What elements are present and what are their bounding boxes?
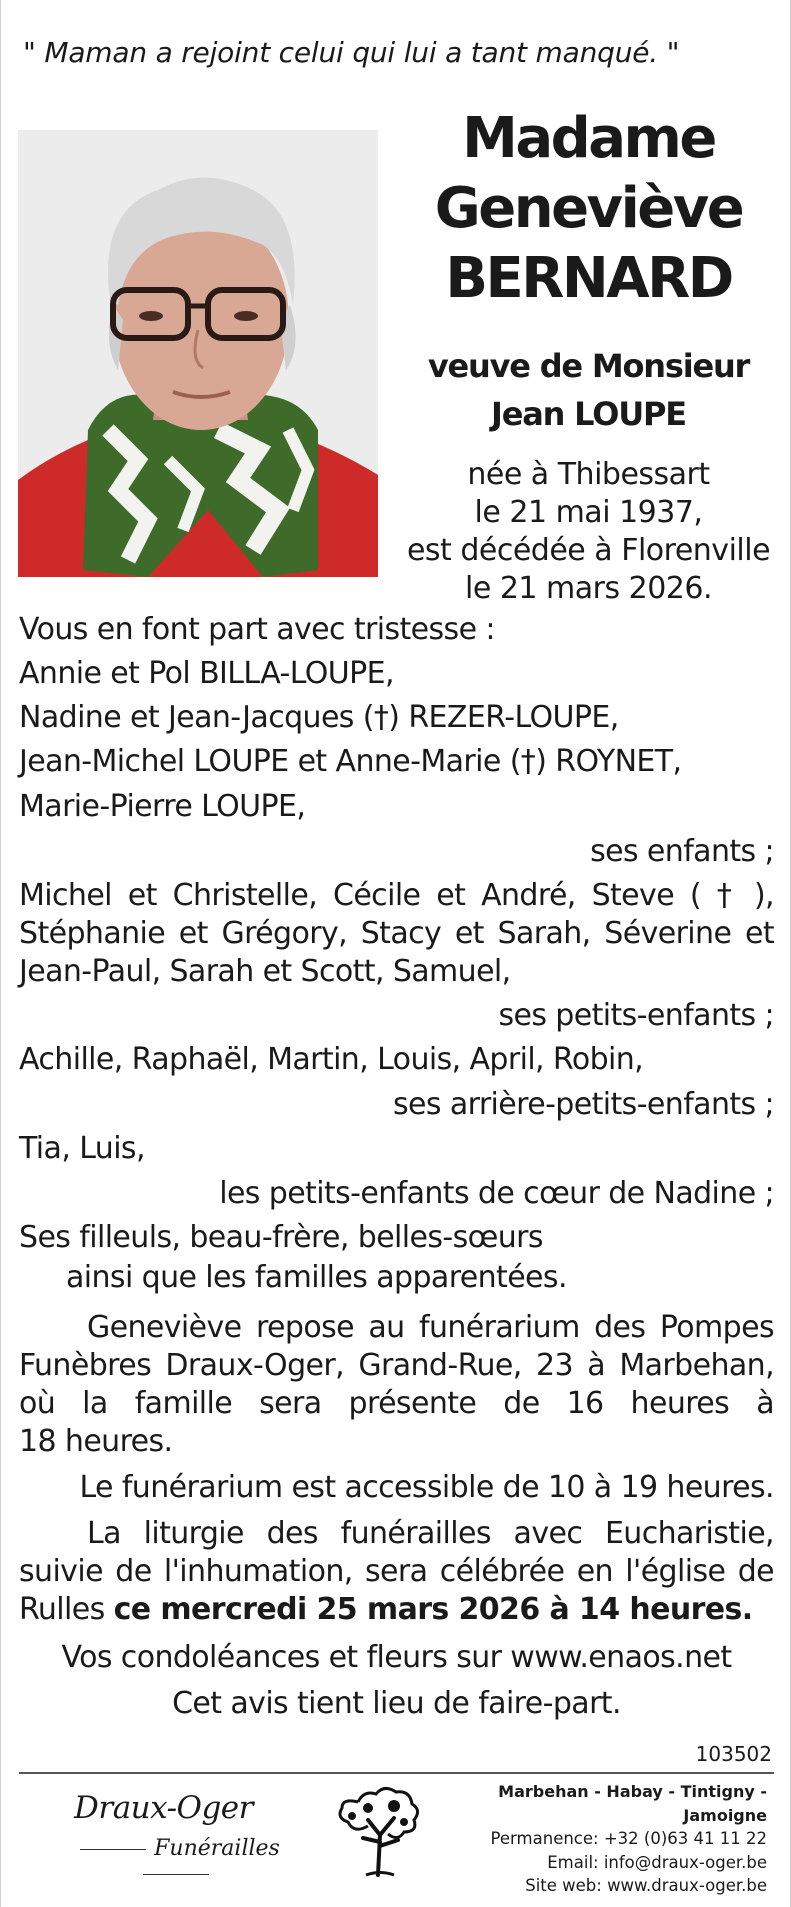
birth-death-info [396, 456, 781, 608]
tree-logo-icon [328, 1780, 434, 1880]
deceased-name [396, 104, 781, 314]
company-logo-name: Draux-Oger [74, 1790, 253, 1826]
quote: " Maman a rejoint celui qui lui a tant manqué. " [23, 36, 680, 69]
company-logo-subtitle: Funérailles [41, 1836, 311, 1886]
death-date: le 21 mars 2026. [464, 571, 713, 606]
widow-line-1: veuve de Monsieur [427, 347, 750, 385]
intro-line: Vous en font part avec tristesse : [19, 612, 495, 647]
name-first: Geneviève [434, 176, 743, 241]
company-locations: Marbehan - Habay - Tintigny - Jamoigne [498, 1782, 767, 1825]
heart-grandchildren-label: les petits-enfants de cœur de Nadine ; [219, 1176, 774, 1211]
portrait-illustration [18, 130, 378, 577]
liturgy-line: suivie de l'inhumation, sera célébrée en l'église de [19, 1554, 774, 1589]
repose-line: Geneviève repose au funérarium des Pompes [87, 1310, 774, 1345]
others-line: Ses filleuls, beau-frère, belles-sœurs [19, 1220, 543, 1255]
widow-line-2: Jean LOUPE [491, 395, 686, 433]
liturgy-place: Rulles [19, 1592, 114, 1627]
repose-line: 18 heures. [19, 1424, 173, 1459]
heart-grandchildren-line: Tia, Luis, [19, 1131, 145, 1166]
child-line: Nadine et Jean-Jacques (†) REZER-LOUPE, [19, 700, 619, 735]
child-line: Jean-Michel LOUPE et Anne-Marie (†) ROYNET, [19, 744, 682, 779]
reference-number: 103502 [695, 1742, 772, 1766]
great-grandchildren-label: ses arrière-petits-enfants ; [392, 1087, 774, 1122]
footer-divider [19, 1772, 774, 1774]
grandchild-line: Stéphanie et Grégory, Stacy et Sarah, Séverine et [19, 916, 774, 951]
repose-line: où la famille sera présente de 16 heures à [19, 1386, 774, 1421]
company-phone: Permanence: +32 (0)63 41 11 22 [490, 1829, 767, 1848]
condolences-line: Vos condoléances et fleurs sur www.enaos.net [61, 1640, 732, 1675]
company-website: Site web: www.draux-oger.be [525, 1876, 767, 1895]
grandchildren-label: ses petits-enfants ; [498, 998, 774, 1033]
funerarium-access: Le funérarium est accessible de 10 à 19 heures. [79, 1470, 774, 1505]
great-grandchildren-line: Achille, Raphaël, Martin, Louis, April, Robin, [19, 1042, 644, 1077]
name-last: BERNARD [445, 246, 732, 311]
death-place: est décédée à Florenville [406, 533, 771, 568]
liturgy-line-last [19, 1592, 774, 1627]
portrait-photo [18, 130, 378, 577]
birth-place: née à Thibessart [467, 457, 710, 492]
widow-of [401, 342, 776, 438]
ceremony-date: ce mercredi 25 mars 2026 à 14 heures. [113, 1592, 753, 1627]
company-contacts [431, 1780, 767, 1898]
repose-line: Funèbres Draux-Oger, Grand-Rue, 23 à Marbehan, [19, 1348, 774, 1383]
name-title: Madame [462, 106, 715, 171]
grandchild-line: Michel et Christelle, Cécile et André, Steve ( † ), [19, 878, 774, 913]
grandchild-line: Jean-Paul, Sarah et Scott, Samuel, [19, 954, 511, 989]
liturgy-line: La liturgie des funérailles avec Eucharistie, [87, 1516, 774, 1551]
birth-date: le 21 mai 1937, [474, 495, 703, 530]
company-email: Email: info@draux-oger.be [547, 1852, 767, 1872]
child-line: Annie et Pol BILLA-LOUPE, [19, 656, 394, 691]
child-line: Marie-Pierre LOUPE, [19, 789, 306, 824]
children-label: ses enfants ; [590, 834, 774, 869]
others-line: ainsi que les familles apparentées. [66, 1260, 567, 1295]
notice-line: Cet avis tient lieu de faire-part. [172, 1686, 621, 1721]
